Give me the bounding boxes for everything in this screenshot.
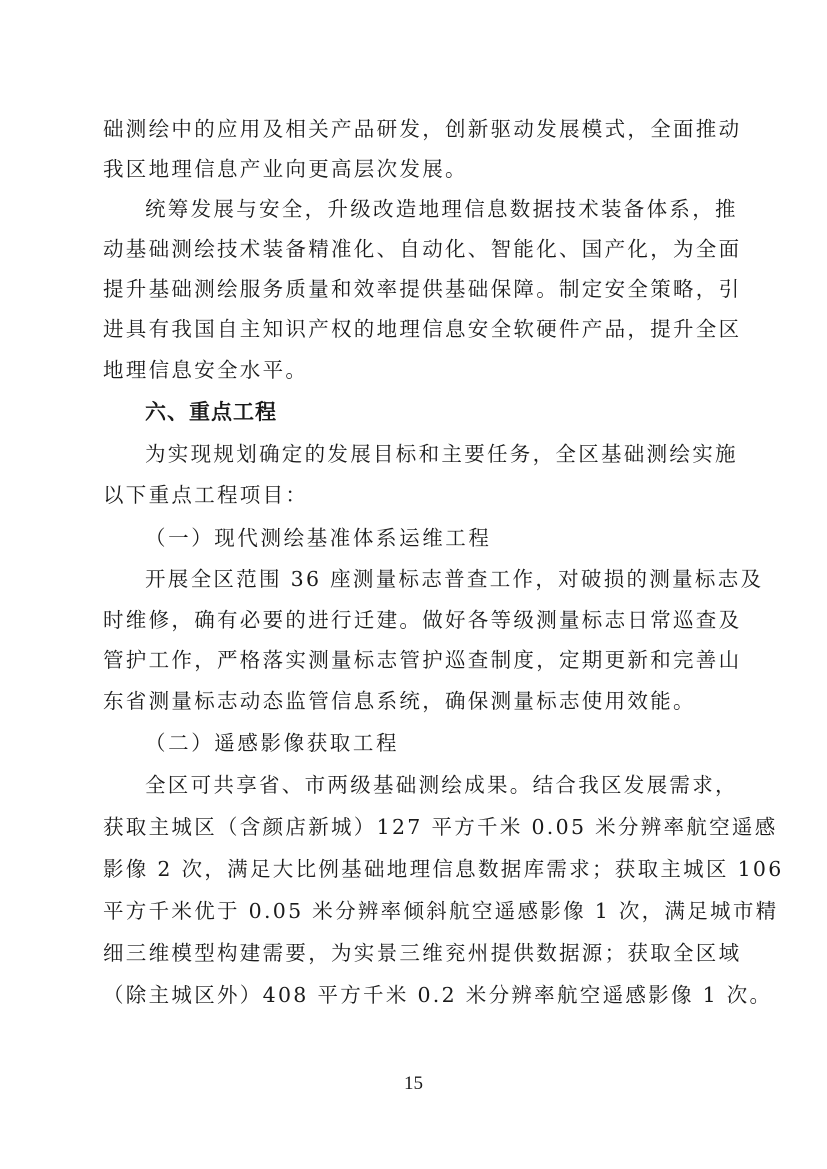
paragraph-line: 全区可共享省、市两级基础测绘成果。结合我区发展需求，: [145, 773, 738, 797]
paragraph-line: 以下重点工程项目：: [103, 483, 309, 507]
paragraph-line: 进具有我国自主知识产权的地理信息安全软硬件产品，提升全区: [103, 317, 742, 341]
paragraph-line: 统筹发展与安全，升级改造地理信息数据技术装备体系，推: [145, 197, 738, 221]
paragraph-line: 为实现规划确定的发展目标和主要任务，全区基础测绘实施: [145, 442, 738, 466]
subsection-heading: （一）现代测绘基准体系运维工程: [145, 526, 492, 550]
paragraph-line: 获取主城区（含颜店新城）127 平方千米 0.05 米分辨率航空遥感: [103, 815, 778, 839]
paragraph-line: 提升基础测绘服务质量和效率提供基础保障。制定安全策略，引: [103, 277, 742, 301]
paragraph-line: （除主城区外）408 平方千米 0.2 米分辨率航空遥感影像 1 次。: [103, 983, 773, 1007]
paragraph-line: 细三维模型构建需要，为实景三维兖州提供数据源；获取全区域: [103, 941, 742, 965]
subsection-heading: （二）遥感影像获取工程: [145, 731, 400, 755]
paragraph-line: 动基础测绘技术装备精准化、自动化、智能化、国产化，为全面: [103, 237, 742, 261]
page-number: 15: [404, 1073, 423, 1094]
paragraph-line: 东省测量标志动态监管信息系统，确保测量标志使用效能。: [103, 689, 696, 713]
paragraph-line: 开展全区范围 36 座测量标志普查工作，对破损的测量标志及: [145, 567, 764, 591]
paragraph-line: 我区地理信息产业向更高层次发展。: [103, 157, 468, 181]
paragraph-line: 影像 2 次，满足大比例基础地理信息数据库需求；获取主城区 106: [103, 857, 784, 881]
paragraph-line: 地理信息安全水平。: [103, 358, 309, 382]
paragraph-line: 时维修，确有必要的进行迁建。做好各等级测量标志日常巡查及: [103, 608, 742, 632]
paragraph-line: 管护工作，严格落实测量标志管护巡查制度，定期更新和完善山: [103, 648, 742, 672]
section-heading: 六、重点工程: [145, 400, 277, 424]
paragraph-line: 础测绘中的应用及相关产品研发，创新驱动发展模式，全面推动: [103, 117, 742, 141]
paragraph-line: 平方千米优于 0.05 米分辨率倾斜航空遥感影像 1 次，满足城市精: [103, 899, 779, 923]
